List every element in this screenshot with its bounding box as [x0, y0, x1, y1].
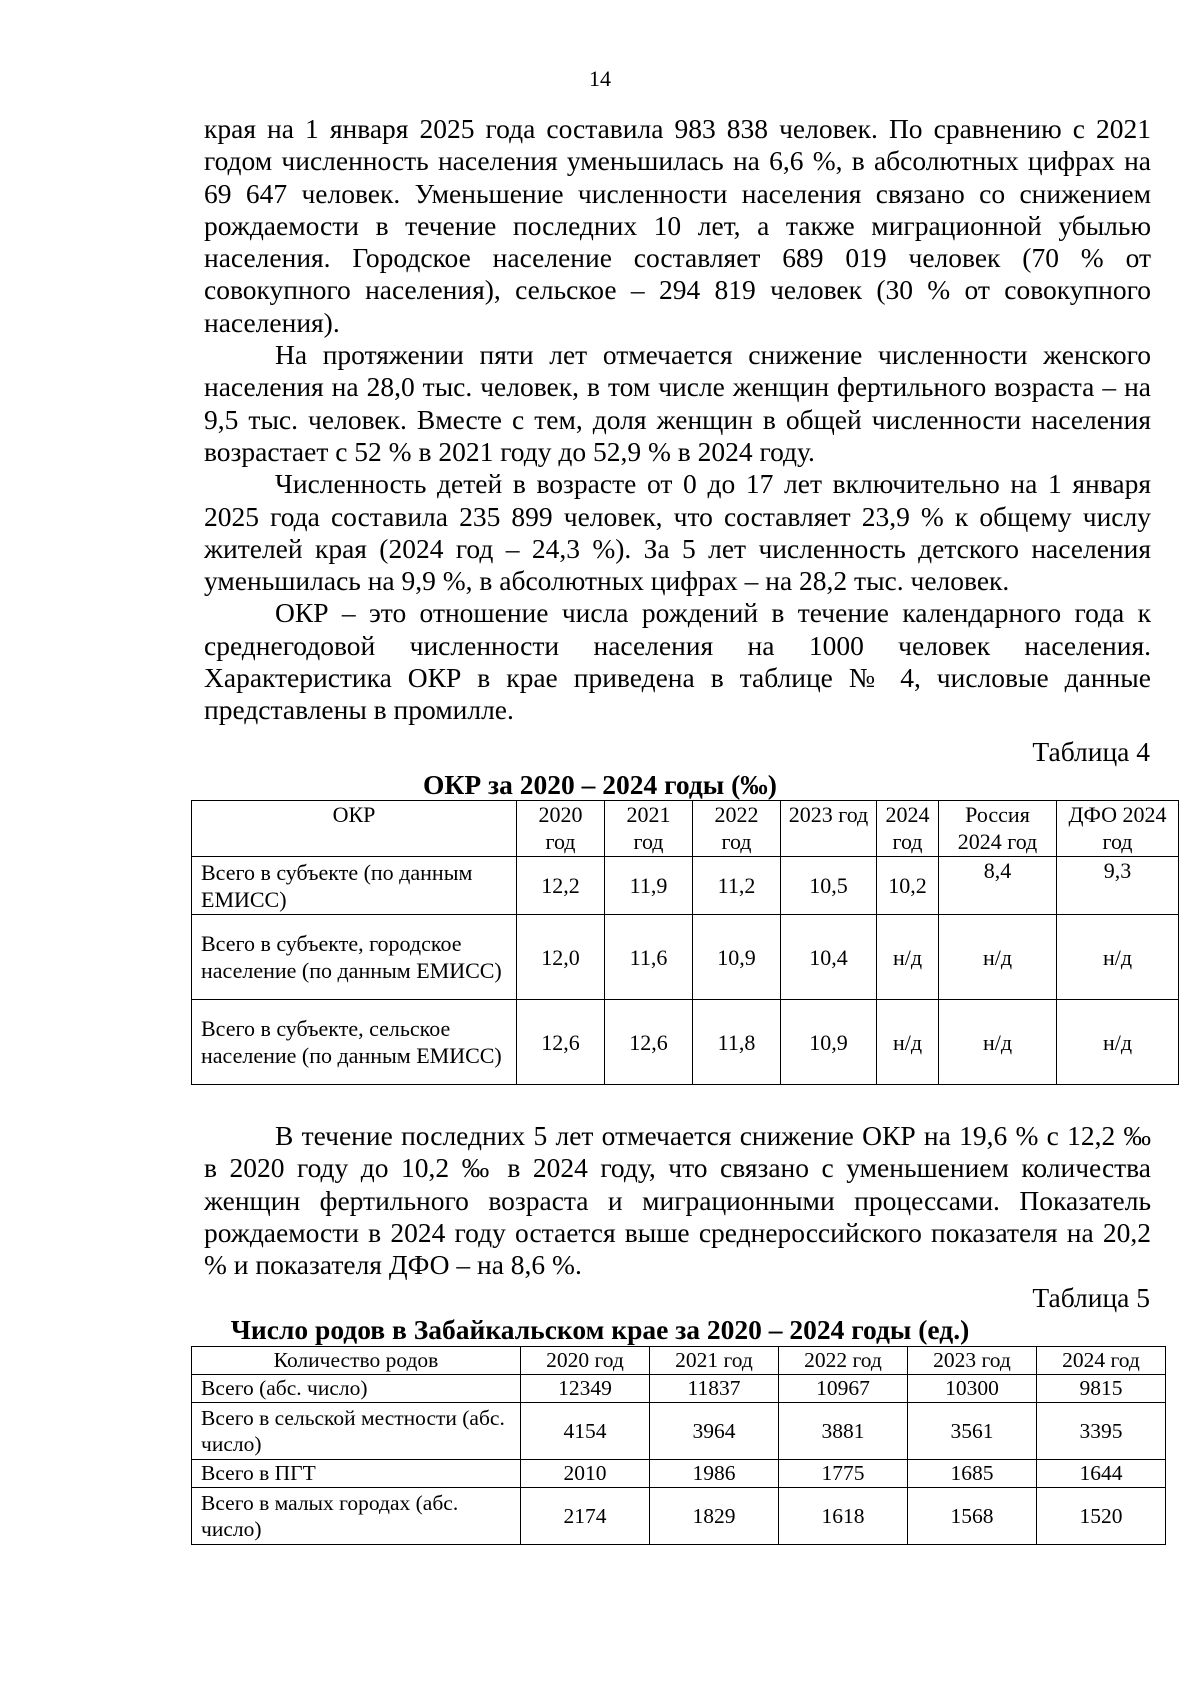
table-cell: н/д [877, 915, 939, 1000]
table-cell: 3964 [650, 1403, 779, 1460]
table-cell: 12,2 [517, 857, 605, 915]
table-cell: 1685 [908, 1460, 1037, 1488]
okr-table [191, 800, 1179, 1085]
header-births: Количество родов [192, 1347, 521, 1375]
paragraph-female-population: На протяжении пяти лет отмечается снижение численности женского населения на 28,0 тыс. человек, в том числе женщин фертильного возраста – на 9,5 тыс. человек. Вместе с тем, доля женщин в общей численности населения возрастает с 52 % в 2021 году до 52,9 % в 2024 году. [204, 339, 1151, 467]
table-cell: 11,9 [605, 857, 693, 915]
table-cell: 4154 [521, 1403, 650, 1460]
header-2021: 2021 год [650, 1347, 779, 1375]
table-cell: 11,6 [605, 915, 693, 1000]
table-cell: н/д [877, 1000, 939, 1085]
table-row [192, 857, 1179, 915]
table5-caption: Число родов в Забайкальском крае за 2020 – 2024 годы (ед.) [230, 1314, 970, 1345]
header-2020: 2020 год [517, 801, 605, 857]
table-cell: 9,3 [1057, 857, 1179, 915]
table5-label: Таблица 5 [1032, 1282, 1150, 1313]
intro-text [204, 113, 1151, 727]
table-cell: 1644 [1037, 1460, 1166, 1488]
table-cell: 1618 [779, 1488, 908, 1545]
row-label: Всего в малых городах (абс. число) [192, 1488, 521, 1545]
header-2020: 2020 год [521, 1347, 650, 1375]
table-cell: 10,4 [781, 915, 877, 1000]
table-cell: н/д [939, 1000, 1057, 1085]
table-cell: 1775 [779, 1460, 908, 1488]
table-cell: 10,9 [781, 1000, 877, 1085]
table-row [192, 1000, 1179, 1085]
header-2023: 2023 год [781, 801, 877, 857]
table-cell: н/д [1057, 1000, 1179, 1085]
table-cell: 12,0 [517, 915, 605, 1000]
header-2024: 2024 год [1037, 1347, 1166, 1375]
table-row [192, 915, 1179, 1000]
table-cell: 3395 [1037, 1403, 1166, 1460]
table-cell: 1568 [908, 1488, 1037, 1545]
row-label: Всего (абс. число) [192, 1375, 521, 1403]
middle-text [204, 1120, 1151, 1281]
row-label: Всего в субъекте (по данным ЕМИСС) [192, 857, 517, 915]
table-header-row [192, 801, 1179, 857]
table-cell: 10,5 [781, 857, 877, 915]
table-cell: 1520 [1037, 1488, 1166, 1545]
table-cell: 1829 [650, 1488, 779, 1545]
row-label: Всего в сельской местности (абс. число) [192, 1403, 521, 1460]
table-cell: 10967 [779, 1375, 908, 1403]
table-cell: н/д [1057, 915, 1179, 1000]
page-number: 14 [589, 66, 611, 91]
table-cell: 1986 [650, 1460, 779, 1488]
table-cell: 2174 [521, 1488, 650, 1545]
table-cell: 11837 [650, 1375, 779, 1403]
table-cell: 12,6 [517, 1000, 605, 1085]
header-dfo-2024: ДФО 2024 год [1057, 801, 1179, 857]
table4-caption: ОКР за 2020 – 2024 годы (‰) [423, 769, 777, 800]
header-2022: 2022 год [693, 801, 781, 857]
table-cell: 12349 [521, 1375, 650, 1403]
paragraph-okr-definition: ОКР – это отношение числа рождений в течение календарного года к среднегодовой численности населения на 1000 человек населения. Характеристика ОКР в крае приведена в таблице № 4, числовые данные представлены в промилле. [204, 597, 1151, 726]
table-cell: 3881 [779, 1403, 908, 1460]
header-2023: 2023 год [908, 1347, 1037, 1375]
paragraph-population-total: края на 1 января 2025 года составила 983 838 человек. По сравнению с 2021 годом численность населения уменьшилась на 6,6 %, в абсолютных цифрах на 69 647 человек. Уменьшение численности населения связано со снижением рождаемости в течение последних 10 лет, а также миграционной убылью населения. Городское население составляет 689 019 человек (70 % от совокупного населения), сельское – 294 819 человек (30 % от совокупного населения). [204, 113, 1151, 338]
table-cell: н/д [939, 915, 1057, 1000]
header-okr: ОКР [192, 801, 517, 857]
table-cell: 8,4 [939, 857, 1057, 915]
paragraph-child-population: Численность детей в возрасте от 0 до 17 лет включительно на 1 января 2025 года составила 235 899 человек, что составляет 23,9 % к общему числу жителей края (2024 год – 24,3 %). За 5 лет численность детского населения уменьшилась на 9,9 %, в абсолютных цифрах – на 28,2 тыс. человек. [204, 468, 1151, 597]
table-cell: 10,2 [877, 857, 939, 915]
row-label: Всего в ПГТ [192, 1460, 521, 1488]
paragraph-okr-decline: В течение последних 5 лет отмечается снижение ОКР на 19,6 % с 12,2 ‰ в 2020 году до 10,2 ‰ в 2024 году, что связано с уменьшением количества женщин фертильного возраста и миграционными процессами. Показатель рождаемости в 2024 году остается выше среднероссийского показателя на 20,2 % и показателя ДФО – на 8,6 %. [204, 1120, 1151, 1281]
table-cell: 2010 [521, 1460, 650, 1488]
table4-label: Таблица 4 [1032, 736, 1150, 767]
table-cell: 12,6 [605, 1000, 693, 1085]
births-table [191, 1346, 1166, 1545]
table-cell: 11,2 [693, 857, 781, 915]
row-label: Всего в субъекте, городское население (по данным ЕМИСС) [192, 915, 517, 1000]
table-cell: 9815 [1037, 1375, 1166, 1403]
header-2024: 2024 год [877, 801, 939, 857]
table-cell: 10,9 [693, 915, 781, 1000]
table-row [192, 1403, 1166, 1460]
table-header-row [192, 1347, 1166, 1375]
row-label: Всего в субъекте, сельское население (по данным ЕМИСС) [192, 1000, 517, 1085]
table-row [192, 1488, 1166, 1545]
table-cell: 11,8 [693, 1000, 781, 1085]
table-row [192, 1375, 1166, 1403]
table-cell: 10300 [908, 1375, 1037, 1403]
table-cell: 3561 [908, 1403, 1037, 1460]
table-row [192, 1460, 1166, 1488]
header-2021: 2021 год [605, 801, 693, 857]
header-russia-2024: Россия 2024 год [939, 801, 1057, 857]
header-2022: 2022 год [779, 1347, 908, 1375]
